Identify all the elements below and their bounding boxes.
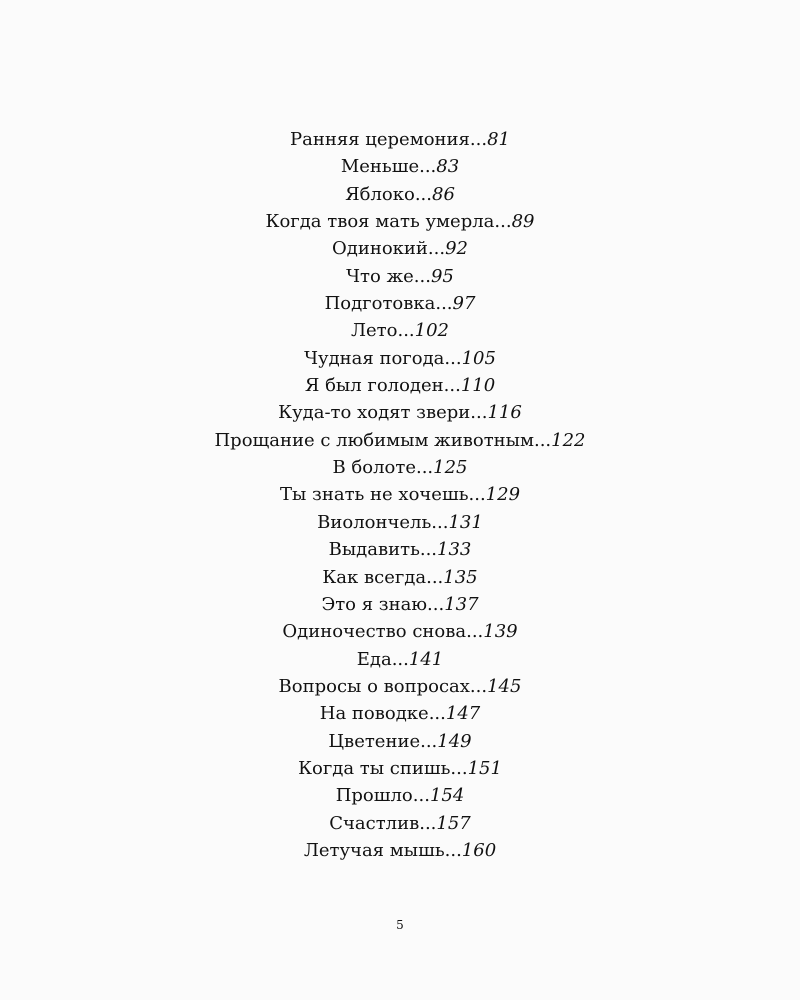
toc-entry xyxy=(0,372,800,399)
toc-entry xyxy=(0,728,800,755)
toc-entry xyxy=(0,181,800,208)
toc-entry xyxy=(0,263,800,290)
toc-entry xyxy=(0,591,800,618)
toc-entry xyxy=(0,755,800,782)
entry-title: Одиночество снова... xyxy=(282,621,484,643)
toc-entry xyxy=(0,810,800,837)
entry-page-number: 116 xyxy=(487,402,522,424)
entry-page-number: 105 xyxy=(461,347,496,369)
entry-title: Цветение... xyxy=(328,730,438,752)
toc-entry xyxy=(0,509,800,536)
entry-page-number: 122 xyxy=(551,429,586,451)
entry-page-number: 154 xyxy=(429,785,465,807)
entry-page-number: 149 xyxy=(437,730,472,752)
entry-title: Ты знать не хочешь... xyxy=(279,484,486,506)
entry-title: Куда-то ходят звери... xyxy=(278,402,488,424)
page-number: 5 xyxy=(396,918,404,932)
entry-page-number: 83 xyxy=(436,156,460,178)
entry-title: Виолончель... xyxy=(317,511,449,533)
toc-entry xyxy=(0,618,800,645)
entry-title: Что же... xyxy=(346,265,431,287)
entry-title: Счастлив... xyxy=(329,812,437,834)
entry-page-number: 160 xyxy=(461,839,497,861)
entry-title: Подготовка... xyxy=(324,293,453,315)
toc-entry xyxy=(0,126,800,153)
toc-entry xyxy=(0,481,800,508)
entry-title: Прошло... xyxy=(335,785,430,807)
entry-title: Одинокий... xyxy=(332,238,446,260)
entry-page-number: 89 xyxy=(511,211,535,233)
entry-page-number: 137 xyxy=(444,593,479,615)
entry-title: Чудная погода... xyxy=(304,347,462,369)
toc-entry xyxy=(0,235,800,262)
entry-title: Яблоко... xyxy=(345,183,432,205)
entry-page-number: 81 xyxy=(487,129,510,150)
entry-page-number: 131 xyxy=(448,511,483,533)
toc-entry xyxy=(0,673,800,700)
entry-title: Когда ты спишь... xyxy=(298,757,468,779)
table-of-contents xyxy=(0,126,800,864)
toc-entry xyxy=(0,345,800,372)
toc-entry xyxy=(0,290,800,317)
toc-entry xyxy=(0,837,800,864)
entry-page-number: 95 xyxy=(430,265,454,287)
toc-entry xyxy=(0,454,800,481)
entry-page-number: 157 xyxy=(436,812,471,834)
entry-title: На поводке... xyxy=(319,703,446,725)
entry-page-number: 102 xyxy=(414,320,449,342)
entry-title: Летучая мышь... xyxy=(303,839,462,861)
toc-entry xyxy=(0,646,800,673)
entry-page-number: 86 xyxy=(432,183,455,205)
entry-page-number: 97 xyxy=(452,293,476,315)
toc-entry xyxy=(0,427,800,454)
entry-page-number: 125 xyxy=(433,457,468,479)
entry-title: Прощание с любимым животным... xyxy=(214,429,552,451)
entry-title: Выдавить... xyxy=(328,539,438,561)
entry-title: Как всегда... xyxy=(322,566,444,588)
toc-entry xyxy=(0,536,800,563)
entry-page-number: 141 xyxy=(408,648,444,670)
entry-page-number: 145 xyxy=(487,675,522,697)
entry-page-number: 151 xyxy=(467,757,502,779)
toc-entry xyxy=(0,317,800,344)
entry-title: Ранняя церемония... xyxy=(290,129,488,150)
entry-title: Я был голоден... xyxy=(304,375,461,397)
entry-title: Лето... xyxy=(351,320,415,342)
toc-entry xyxy=(0,700,800,727)
entry-title: Еда... xyxy=(356,648,409,670)
toc-entry xyxy=(0,782,800,809)
toc-entry xyxy=(0,399,800,426)
entry-page-number: 135 xyxy=(443,566,478,588)
entry-title: Это я знаю... xyxy=(321,593,445,615)
entry-title: В болоте... xyxy=(332,457,434,479)
toc-entry xyxy=(0,208,800,235)
entry-title: Меньше... xyxy=(340,156,437,178)
toc-entry xyxy=(0,153,800,180)
entry-page-number: 147 xyxy=(445,703,481,725)
entry-page-number: 92 xyxy=(445,238,468,260)
toc-entry xyxy=(0,564,800,591)
entry-title: Когда твоя мать умерла... xyxy=(265,211,512,233)
entry-page-number: 133 xyxy=(437,539,472,561)
entry-page-number: 139 xyxy=(483,621,518,643)
entry-page-number: 110 xyxy=(460,375,496,397)
entry-page-number: 129 xyxy=(485,484,521,506)
entry-title: Вопросы о вопросах... xyxy=(278,675,488,697)
